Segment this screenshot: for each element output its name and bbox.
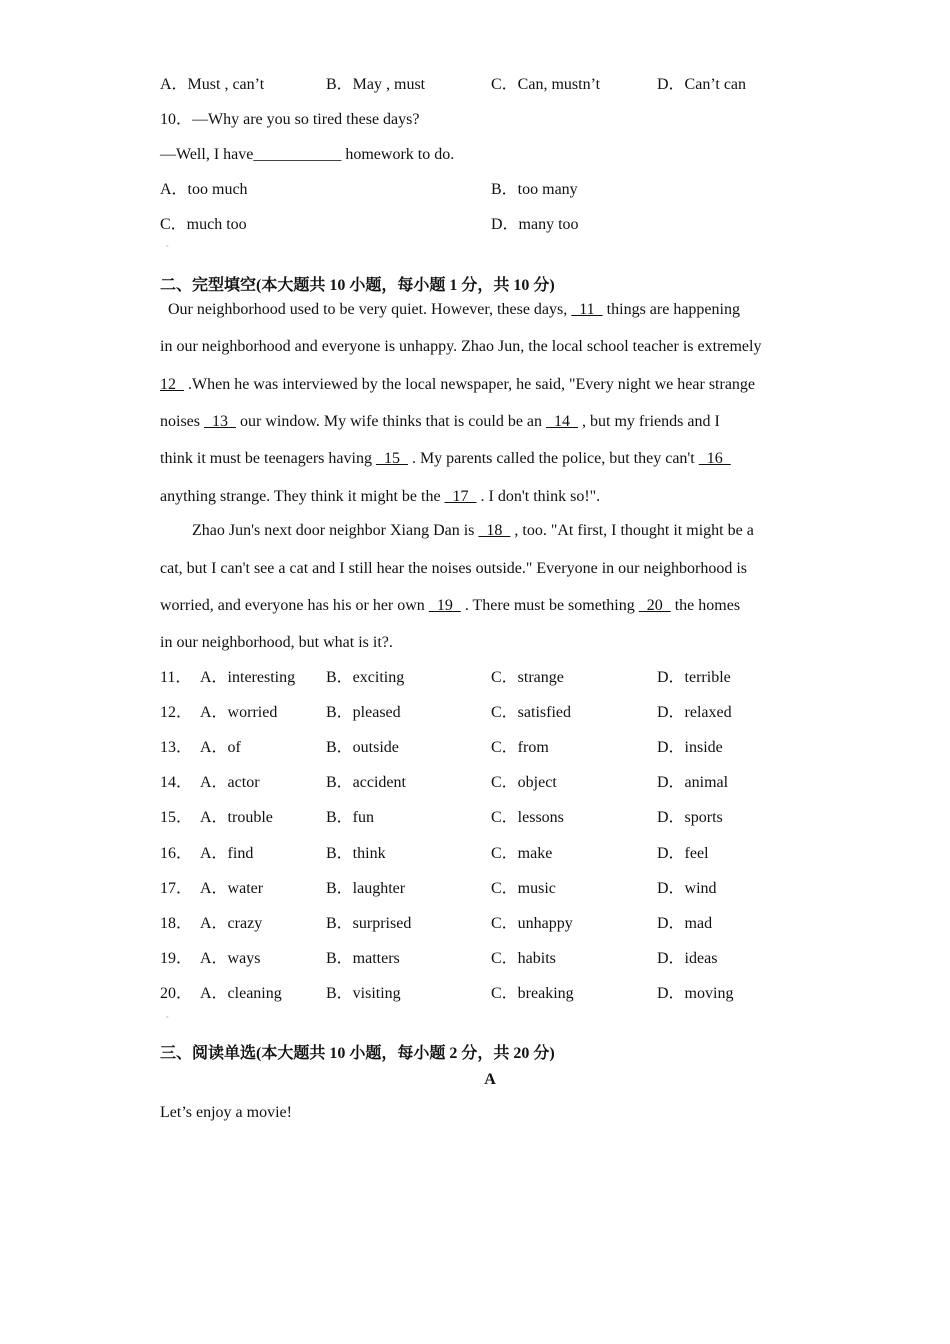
option-text: A．worried [200,704,278,721]
question-option-b: B．pleased [326,704,401,721]
cloze-blank: 13 [204,413,236,430]
passage-text: . There must be something [460,597,639,614]
question-option-c: C．strange [491,669,564,686]
cloze-blank: 17 [444,488,477,505]
cloze-question-row [160,703,800,723]
passage-line [160,449,731,469]
option-text: A．trouble [200,809,273,826]
question-option-d: D．wind [657,880,717,897]
question-option-b: B．fun [326,809,375,826]
cloze-question-row [160,879,800,899]
question-option-b: B．think [326,845,386,862]
question-option-c: C．make [491,845,553,862]
question-option-b: B．accident [326,774,406,791]
cloze-question-row [160,808,800,828]
passage-line [160,596,740,616]
cloze-question-row [160,914,800,934]
cloze-question-row [160,773,800,793]
cloze-question-row [160,949,800,969]
question-option-d: D．feel [657,845,709,862]
question-option-d: D．mad [657,915,713,932]
q10-reply: —Well, I have___________ homework to do. [160,146,455,163]
q9-option-c: C．Can, mustn’t [491,76,601,93]
question-option-a [160,844,253,864]
question-option-b: B．surprised [326,915,412,932]
q9-options [160,75,800,95]
cloze-blank: 20 [638,597,671,614]
q10-option-a: A．too much [160,181,248,198]
cloze-blank: 11 [571,301,603,318]
question-option-c: C．object [491,774,557,791]
question-number: 12． [160,704,193,721]
question-option-c: C．music [491,880,556,897]
passage-text: cat, but I can't see a cat and I still hear the noises outside." Everyone in our neighborhood is [160,560,748,577]
cloze-blank: 19 [428,597,461,614]
question-option-a [160,738,241,758]
passage-text: noises [160,413,204,430]
cloze-blank: 16 [698,450,731,467]
question-number: 14． [160,774,193,791]
paragraph-mark: ◦ [166,242,169,250]
cloze-blank: 15 [375,450,408,467]
option-text: A．actor [200,774,260,791]
question-option-c: C．satisfied [491,704,571,721]
question-number: 17． [160,880,193,897]
q9-option-b: B．May , must [326,76,426,93]
passage-a-title: Let’s enjoy a movie! [160,1104,292,1121]
question-option-d: D．ideas [657,950,718,967]
passage-text: .When he was interviewed by the local newspaper, he said, "Every night we hear strange [184,376,756,393]
question-option-d: D．terrible [657,669,731,686]
passage-text: , but my friends and I [578,413,720,430]
question-option-a [160,879,263,899]
passage-line [160,412,720,432]
passage-text: worried, and everyone has his or her own [160,597,429,614]
section3-heading: 三、阅读单选(本大题共 10 小题，每小题 2 分，共 20 分) [160,1045,555,1062]
question-number: 18． [160,915,193,932]
question-option-a [160,808,273,828]
question-number: 19． [160,950,193,967]
option-text: A．interesting [200,669,296,686]
q9-option-d: D．Can’t can [657,76,747,93]
q10-stem: 10．—Why are you so tired these days? [160,111,420,128]
section2-heading: 二、完型填空(本大题共 10 小题，每小题 1 分，共 10 分) [160,277,555,294]
cloze-question-row [160,984,800,1004]
question-option-b: B．matters [326,950,400,967]
cloze-blank: 12 [160,376,184,393]
question-option-b: B．exciting [326,669,405,686]
option-text: A．water [200,880,264,897]
q10-option-d: D．many too [491,216,579,233]
option-text: A．find [200,845,254,862]
q10-options-row2 [160,215,800,235]
option-text: A．of [200,739,241,756]
question-option-a [160,984,282,1004]
cloze-question-row [160,668,800,688]
q10-option-b: B．too many [491,181,578,198]
question-option-c: C．from [491,739,549,756]
passage-text: think it must be teenagers having [160,450,376,467]
q9-option-a: A．Must , can’t [160,76,265,93]
question-option-c: C．habits [491,950,556,967]
question-option-a [160,773,260,793]
question-option-d: D．sports [657,809,723,826]
cloze-question-row [160,738,800,758]
question-number: 13． [160,739,193,756]
passage-text: in our neighborhood and everyone is unhappy. Zhao Jun, the local school teacher is extremely [160,338,762,355]
question-option-b: B．outside [326,739,399,756]
passage-text: . My parents called the police, but they can't [407,450,699,467]
question-number: 15． [160,809,193,826]
question-option-c: C．breaking [491,985,574,1002]
option-text: A．cleaning [200,985,282,1002]
q10-options-row1 [160,180,800,200]
passage-line [160,300,740,320]
question-option-a [160,914,262,934]
passage-text: our window. My wife thinks that is could be an [236,413,547,430]
question-option-a [160,703,277,723]
question-number: 20． [160,985,193,1002]
cloze-question-row [160,844,800,864]
question-option-a [160,949,260,969]
paragraph-mark: ◦ [166,1013,169,1021]
passage-text: the homes [670,597,741,614]
passage-line [160,633,393,653]
passage-line [160,559,747,579]
question-option-b: B．laughter [326,880,406,897]
passage-line [160,521,754,541]
question-option-c: C．unhappy [491,915,573,932]
passage-line [160,375,755,395]
question-number: 11． [160,669,192,686]
option-text: A．ways [200,950,261,967]
question-option-d: D．relaxed [657,704,732,721]
question-option-b: B．visiting [326,985,401,1002]
cloze-blank: 18 [478,522,511,539]
question-option-d: D．inside [657,739,723,756]
question-option-c: C．lessons [491,809,564,826]
option-text: A．crazy [200,915,263,932]
passage-text: , too. "At first, I thought it might be a [510,522,754,539]
passage-a-label: A [484,1071,496,1088]
passage-line [160,487,600,507]
passage-text: things are happening [602,301,740,318]
passage-text: Zhao Jun's next door neighbor Xiang Dan is [160,522,479,539]
cloze-blank: 14 [546,413,579,430]
question-number: 16． [160,845,193,862]
q10-option-c: C．much too [160,216,247,233]
passage-line [160,337,761,357]
question-option-d: D．moving [657,985,734,1002]
question-option-a [160,668,295,688]
passage-text: in our neighborhood, but what is it?. [160,634,393,651]
passage-text: Our neighborhood used to be very quiet. However, these days, [160,301,572,318]
passage-text: . I don't think so!". [476,488,601,505]
question-option-d: D．animal [657,774,729,791]
passage-text: anything strange. They think it might be the [160,488,445,505]
